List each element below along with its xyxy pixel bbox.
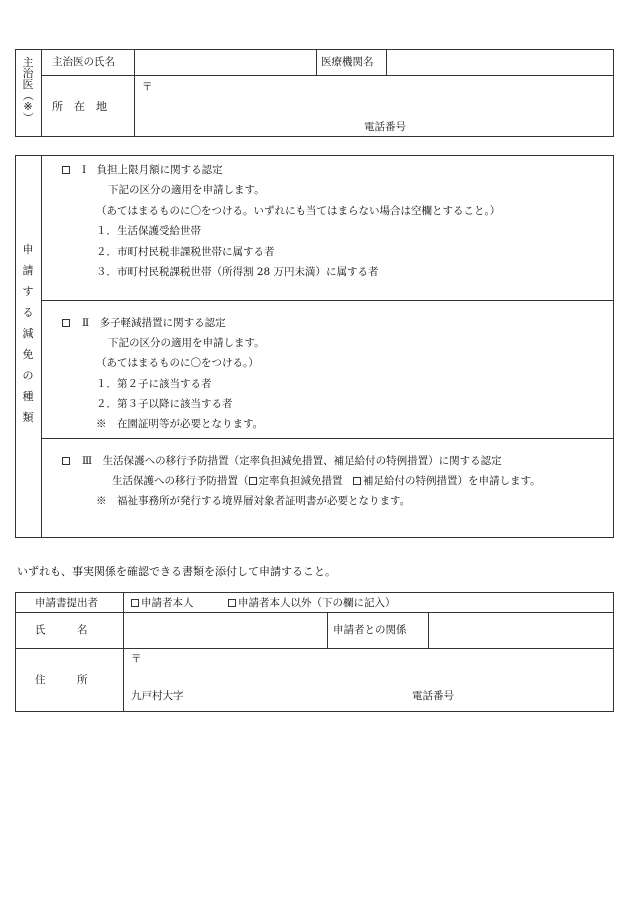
submitter-name-label: 氏 名 — [35, 624, 88, 636]
doctor-phone-label: 電話番号 — [364, 121, 406, 133]
institution-label: 医療機関名 — [321, 56, 374, 68]
item2-note: ※ 在園証明等が必要となります。 — [96, 418, 264, 430]
relation-left-divider — [327, 612, 328, 648]
instruction-text: いずれも、事実関係を確認できる書類を添付して申請すること。 — [17, 565, 336, 578]
reduction-side-label: 申 請 す る 減 免 の 種 類 — [22, 243, 34, 424]
item2-checkbox[interactable] — [62, 319, 70, 327]
item3-note: ※ 福祉事務所が発行する境界層対象者証明書が必要となります。 — [96, 495, 411, 507]
submitter-phone-label: 電話番号 — [412, 690, 454, 702]
item1-line1: 下記の区分の適用を申請します。 — [108, 184, 265, 196]
other-checkbox[interactable] — [228, 599, 236, 607]
submitter-address-label: 住 所 — [35, 674, 88, 686]
item2-title: Ⅱ 多子軽減措置に関する認定 — [62, 318, 226, 329]
institution-left-divider — [316, 49, 317, 75]
relation-label: 申請者との関係 — [333, 624, 407, 636]
relation-right-divider — [428, 612, 429, 648]
item2-line2: （あてはまるものに〇をつける。） — [96, 357, 259, 369]
submitter-label-divider — [123, 592, 124, 712]
doctor-label-divider — [134, 49, 135, 137]
item1-title: Ⅰ 負担上限月額に関する認定 — [62, 165, 223, 176]
doctor-side-divider — [41, 49, 42, 137]
self-checkbox[interactable] — [131, 599, 139, 607]
item3-line1: 生活保護への移行予防措置（ 定率負担減免措置 補足給付の特例措置）を申請します。 — [112, 475, 541, 487]
item2-option-1[interactable]: １．第２子に該当する者 — [96, 378, 212, 390]
submitter-section — [15, 592, 614, 712]
submitter-row-divider-1 — [15, 612, 614, 613]
item1-line2: （あてはまるものに〇をつける。いずれにも当てはまらない場合は空欄とすること。） — [96, 205, 501, 217]
doctor-row-divider — [41, 75, 614, 76]
item2-line1: 下記の区分の適用を申請します。 — [108, 337, 265, 349]
institution-right-divider — [386, 49, 387, 75]
doctor-side-label: 主 治 医 （ ※ ） — [21, 56, 35, 123]
reduction-side-divider — [41, 155, 42, 538]
item1-option-2[interactable]: ２．市町村民税非課税世帯に属する者 — [96, 246, 275, 258]
reduction-divider-2 — [41, 438, 614, 439]
item3-fixed-rate-checkbox[interactable] — [249, 477, 257, 485]
doctor-postal-mark: 〒 — [142, 81, 153, 93]
item3-checkbox[interactable] — [62, 457, 70, 465]
address-prefix: 九戸村大字 — [131, 690, 184, 702]
submitter-label: 申請書提出者 — [35, 597, 98, 609]
submitter-option-self[interactable]: 申請者本人 — [131, 598, 194, 609]
item3-supplement-checkbox[interactable] — [353, 477, 361, 485]
submitter-postal-mark: 〒 — [131, 653, 142, 665]
item1-option-3[interactable]: ３．市町村民税課税世帯（所得割 28 万円未満）に属する者 — [96, 266, 379, 278]
item1-checkbox[interactable] — [62, 166, 70, 174]
submitter-row-divider-2 — [15, 648, 614, 649]
item1-option-1[interactable]: １．生活保護受給世帯 — [96, 225, 201, 237]
reduction-divider-1 — [41, 300, 614, 301]
submitter-option-other[interactable]: 申請者本人以外（下の欄に記入） — [228, 598, 396, 609]
item3-title: Ⅲ 生活保護への移行予防措置（定率負担減免措置、補足給付の特例措置）に関する認定 — [62, 456, 502, 467]
doctor-name-label: 主治医の氏名 — [52, 56, 115, 68]
doctor-address-label: 所 在 地 — [52, 100, 107, 113]
item2-option-2[interactable]: ２．第３子以降に該当する者 — [96, 398, 233, 410]
